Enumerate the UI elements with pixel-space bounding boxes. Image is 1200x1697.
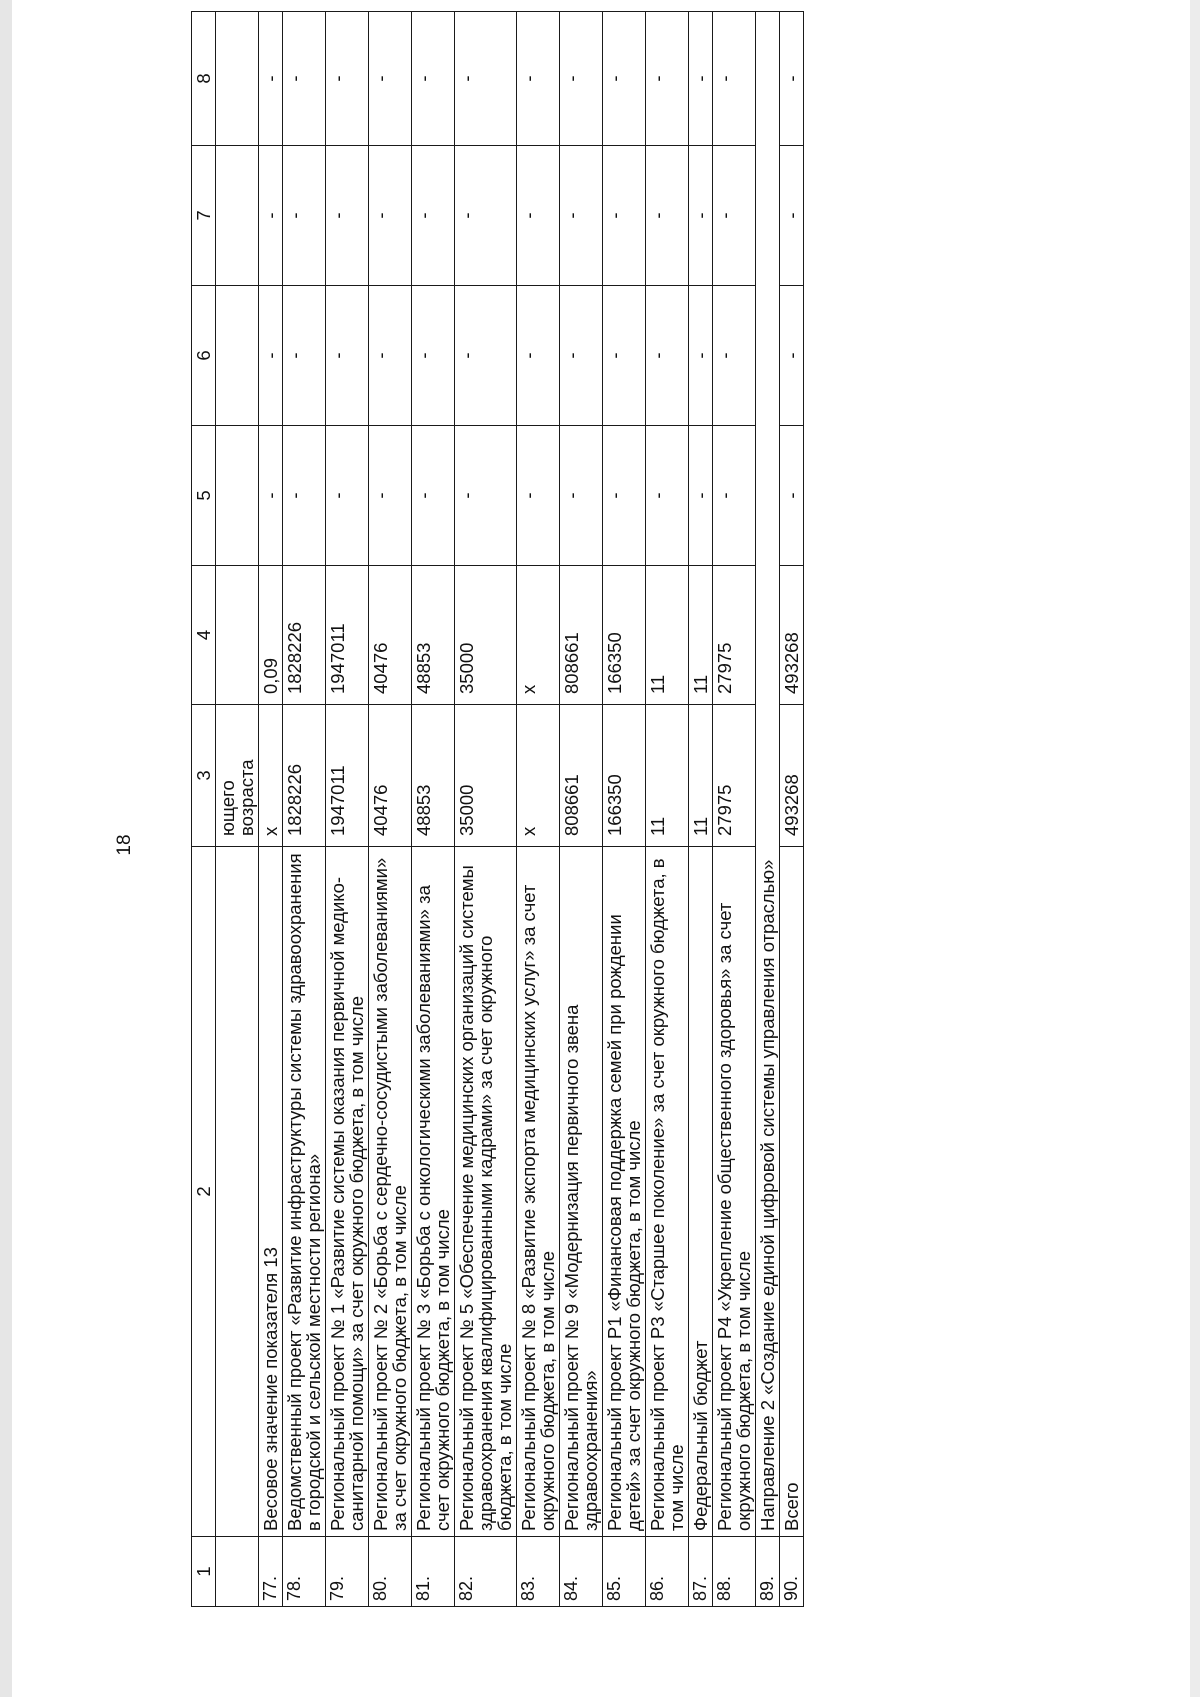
value-cell: -	[646, 12, 689, 146]
value-cell: ющего возраста	[216, 705, 259, 847]
row-number-cell: 83.	[517, 1537, 560, 1607]
table-row	[412, 12, 455, 1607]
row-name-cell: Региональный проект № 8 «Развитие экспорта медицинских услуг» за счет окружного бюджета, в том числе	[517, 847, 560, 1537]
row-name-cell: Региональный проект № 1 «Развитие системы оказания первичной медико-санитарной помощи» за счет окружного бюджета, в том числе	[326, 847, 369, 1537]
value-cell: -	[560, 286, 603, 426]
value-cell: 27975	[713, 705, 756, 847]
row-name-cell: Всего	[780, 847, 804, 1537]
value-cell: -	[517, 426, 560, 566]
value-cell: -	[259, 12, 283, 146]
value-cell	[216, 12, 259, 146]
value-cell: -	[689, 146, 713, 286]
value-cell: -	[603, 426, 646, 566]
row-number-cell: 87.	[689, 1537, 713, 1607]
value-cell: -	[689, 286, 713, 426]
row-name-cell: Весовое значение показателя 13	[259, 847, 283, 1537]
row-number-cell: 84.	[560, 1537, 603, 1607]
value-cell: 493268	[780, 705, 804, 847]
value-cell: -	[412, 426, 455, 566]
value-cell: -	[646, 286, 689, 426]
row-number-cell: 79.	[326, 1537, 369, 1607]
header-cell: 7	[192, 146, 216, 286]
page-number: 18	[114, 834, 135, 856]
value-cell: 0,09	[259, 566, 283, 705]
value-cell: 11	[689, 566, 713, 705]
value-cell: -	[689, 12, 713, 146]
value-cell: -	[283, 12, 326, 146]
header-cell: 6	[192, 286, 216, 426]
header-cell: 3	[192, 705, 216, 847]
value-cell: 27975	[713, 566, 756, 705]
row-name-cell: Региональный проект Р1 «Финансовая поддержка семей при рождении детей» за счет окружного бюджета, в том числе	[603, 847, 646, 1537]
table-row	[283, 12, 326, 1607]
value-cell: -	[283, 286, 326, 426]
value-cell: -	[412, 12, 455, 146]
value-cell: -	[369, 12, 412, 146]
row-number-cell: 82.	[455, 1537, 517, 1607]
value-cell: -	[780, 426, 804, 566]
row-number-cell: 85.	[603, 1537, 646, 1607]
table-header-row	[192, 12, 216, 1607]
value-cell: -	[713, 426, 756, 566]
value-cell	[216, 426, 259, 566]
value-cell: -	[283, 426, 326, 566]
value-cell: -	[517, 146, 560, 286]
row-name-cell: Региональный проект № 5 «Обеспечение медицинских организаций системы здравоохранения квалифицированными кадрами» за счет окружного бюджета, в том числе	[455, 847, 517, 1537]
row-number-cell: 77.	[259, 1537, 283, 1607]
value-cell: -	[259, 426, 283, 566]
row-name-cell: Региональный проект № 9 «Модернизация первичного звена здравоохранения»	[560, 847, 603, 1537]
table-row	[713, 12, 756, 1607]
value-cell: 1828226	[283, 705, 326, 847]
page-right-edge	[1190, 0, 1200, 1697]
row-number-cell: 78.	[283, 1537, 326, 1607]
row-number-cell	[216, 1537, 259, 1607]
value-cell: -	[326, 426, 369, 566]
value-cell: -	[560, 146, 603, 286]
value-cell: -	[326, 146, 369, 286]
value-cell: -	[326, 12, 369, 146]
row-name-cell: Федеральный бюджет	[689, 847, 713, 1537]
value-cell: -	[455, 146, 517, 286]
value-cell: -	[603, 146, 646, 286]
row-number-cell: 89.	[756, 1537, 780, 1607]
value-cell: 493268	[780, 566, 804, 705]
value-cell: 166350	[603, 566, 646, 705]
value-cell: -	[369, 286, 412, 426]
header-cell: 2	[192, 847, 216, 1537]
table-row	[560, 12, 603, 1607]
value-cell: -	[455, 426, 517, 566]
value-cell: x	[259, 705, 283, 847]
value-cell: 40476	[369, 705, 412, 847]
value-cell: -	[455, 286, 517, 426]
value-cell: -	[646, 146, 689, 286]
value-cell: 40476	[369, 566, 412, 705]
value-cell: -	[326, 286, 369, 426]
value-cell: -	[412, 146, 455, 286]
row-number-cell: 90.	[780, 1537, 804, 1607]
row-number-cell: 86.	[646, 1537, 689, 1607]
value-cell: -	[713, 12, 756, 146]
header-cell: 4	[192, 566, 216, 705]
value-cell: 48853	[412, 705, 455, 847]
value-cell: -	[455, 12, 517, 146]
value-cell	[216, 566, 259, 705]
value-cell: -	[412, 286, 455, 426]
value-cell: -	[560, 426, 603, 566]
value-cell: 1947011	[326, 705, 369, 847]
value-cell: 11	[689, 705, 713, 847]
row-name-cell	[216, 847, 259, 1537]
value-cell: 11	[646, 566, 689, 705]
value-cell: 808661	[560, 566, 603, 705]
section-row	[756, 12, 780, 1607]
value-cell: -	[259, 286, 283, 426]
value-cell: 35000	[455, 705, 517, 847]
value-cell: 48853	[412, 566, 455, 705]
value-cell: -	[369, 426, 412, 566]
table-row	[646, 12, 689, 1607]
value-cell: -	[780, 12, 804, 146]
value-cell: -	[259, 146, 283, 286]
value-cell: -	[713, 286, 756, 426]
value-cell: -	[780, 286, 804, 426]
value-cell: x	[517, 705, 560, 847]
value-cell: -	[780, 146, 804, 286]
row-name-cell: Региональный проект Р3 «Старшее поколение» за счет окружного бюджета, в том числе	[646, 847, 689, 1537]
row-name-cell: Региональный проект № 2 «Борьба с сердечно-сосудистыми заболеваниями» за счет окружного бюджета, в том числе	[369, 847, 412, 1537]
rotated-table-container	[191, 73, 1111, 1607]
table-row	[455, 12, 517, 1607]
value-cell: 166350	[603, 705, 646, 847]
row-name-cell: Региональный проект № 3 «Борьба с онкологическими заболеваниями» за счет окружного бюджета, в том числе	[412, 847, 455, 1537]
table-row	[326, 12, 369, 1607]
row-number-cell: 81.	[412, 1537, 455, 1607]
table-row	[603, 12, 646, 1607]
value-cell: 1828226	[283, 566, 326, 705]
table-row	[517, 12, 560, 1607]
value-cell: -	[689, 426, 713, 566]
row-number-cell: 88.	[713, 1537, 756, 1607]
table-row	[369, 12, 412, 1607]
value-cell	[216, 146, 259, 286]
table-row	[259, 12, 283, 1607]
page-left-edge	[0, 0, 12, 1697]
section-title-cell: Направление 2 «Создание единой цифровой системы управления отраслью»	[756, 12, 780, 1537]
value-cell: -	[369, 146, 412, 286]
value-cell	[216, 286, 259, 426]
value-cell: -	[713, 146, 756, 286]
value-cell: -	[517, 12, 560, 146]
value-cell: -	[603, 12, 646, 146]
value-cell: 35000	[455, 566, 517, 705]
value-cell: x	[517, 566, 560, 705]
header-cell: 1	[192, 1537, 216, 1607]
row-name-cell: Региональный проект Р4 «Укрепление общественного здоровья» за счет окружного бюджета, в том числе	[713, 847, 756, 1537]
budget-table	[191, 11, 804, 1607]
value-cell: -	[603, 286, 646, 426]
value-cell: -	[283, 146, 326, 286]
row-name-cell: Ведомственный проект «Развитие инфраструктуры системы здравоохранения в городской и сельской местности региона»	[283, 847, 326, 1537]
value-cell: 1947011	[326, 566, 369, 705]
table-row	[216, 12, 259, 1607]
value-cell: -	[646, 426, 689, 566]
row-number-cell: 80.	[369, 1537, 412, 1607]
value-cell: 11	[646, 705, 689, 847]
header-cell: 5	[192, 426, 216, 566]
table-row	[689, 12, 713, 1607]
value-cell: 808661	[560, 705, 603, 847]
header-cell: 8	[192, 12, 216, 146]
value-cell: -	[560, 12, 603, 146]
total-row	[780, 12, 804, 1607]
value-cell: -	[517, 286, 560, 426]
